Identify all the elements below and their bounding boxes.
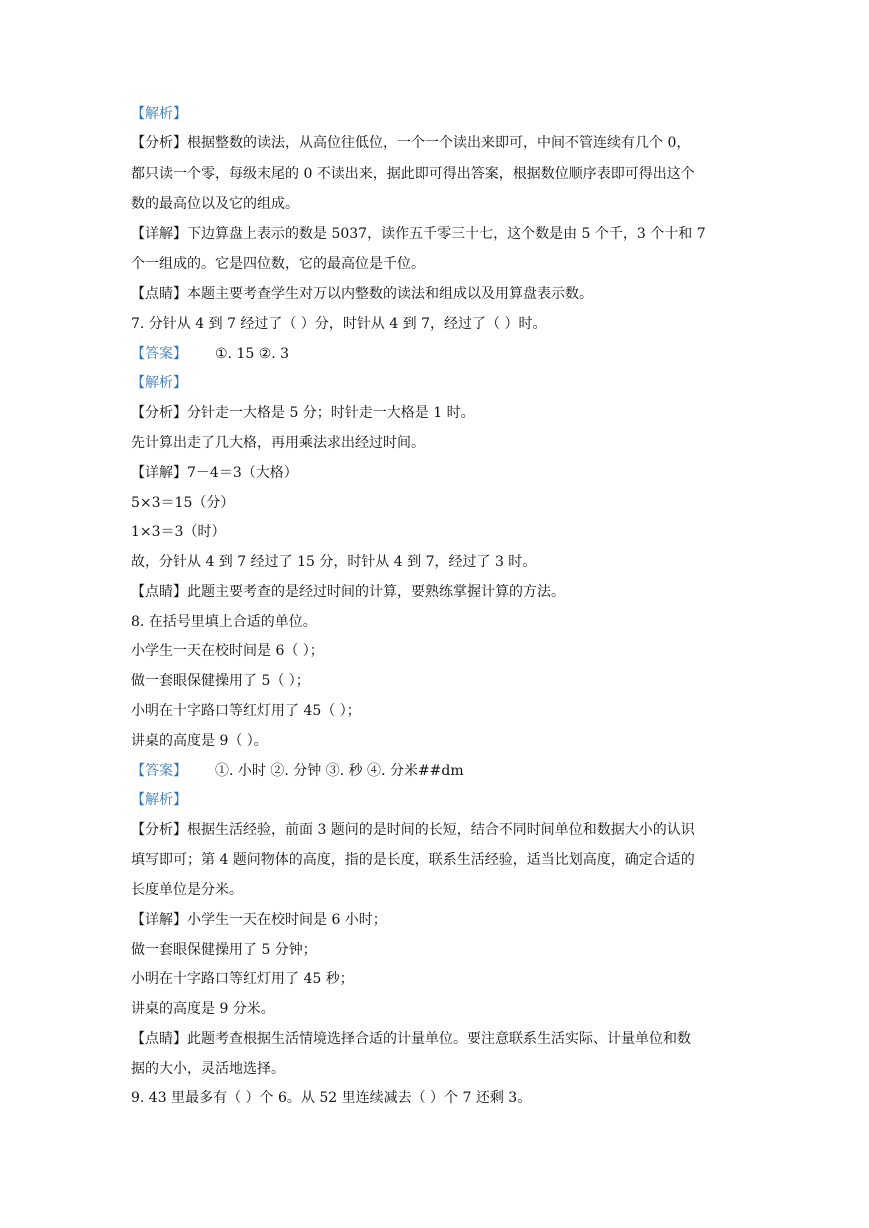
fenxi-text: 根据整数的读法，从高位往低位，一个一个读出来即可，中间不管连续有几个 0， xyxy=(187,135,691,151)
answer-text: ①. 15 ②. 3 xyxy=(215,346,290,362)
xiangjie-paragraph xyxy=(131,910,387,930)
fenxi-text: 数的最高位以及它的组成。 xyxy=(131,196,299,212)
fenxi-tag: 【分析】 xyxy=(131,822,187,838)
xiangjie-text: 7－4＝3（大格） xyxy=(187,465,298,481)
dianjing-paragraph xyxy=(131,582,565,602)
dianjing-tag: 【点睛】 xyxy=(131,1031,187,1047)
answer-text: ①. 小时 ②. 分钟 ③. 秒 ④. 分米##dm xyxy=(215,763,464,779)
xiangjie-text: 1×3＝3（时） xyxy=(131,524,226,540)
xiangjie-tag: 【详解】 xyxy=(131,465,187,481)
fenxi-paragraph xyxy=(131,133,690,153)
answer-tag: 【答案】 xyxy=(131,346,187,362)
dianjing-tag: 【点睛】 xyxy=(131,286,187,302)
answer-paragraph xyxy=(131,344,289,364)
question-8-item: 讲桌的高度是 9（ ）。 xyxy=(131,733,268,749)
dianjing-paragraph xyxy=(131,284,593,304)
fenxi-paragraph xyxy=(131,403,475,423)
xiangjie-text: 个一组成的。它是四位数，它的最高位是千位。 xyxy=(131,256,425,272)
fenxi-text: 分针走一大格是 5 分；时针走一大格是 1 时。 xyxy=(187,405,475,421)
question-8-item: 做一套眼保健操用了 5（ ）； xyxy=(131,673,310,689)
question-8: 8. 在括号里填上合适的单位。 xyxy=(131,614,317,630)
xiangjie-paragraph xyxy=(131,224,706,244)
jiexi-label: 【解析】 xyxy=(131,375,187,391)
xiangjie-text: 故，分针从 4 到 7 经过了 15 分，时针从 4 到 7，经过了 3 时。 xyxy=(131,554,537,570)
dianjing-text: 此题考查根据生活情境选择合适的计量单位。要注意联系生活实际、计量单位和数 xyxy=(187,1031,691,1047)
xiangjie-paragraph xyxy=(131,463,298,483)
answer-tag: 【答案】 xyxy=(131,763,187,779)
xiangjie-text: 小学生一天在校时间是 6 小时； xyxy=(187,912,387,928)
dianjing-paragraph xyxy=(131,1029,691,1049)
xiangjie-text: 讲桌的高度是 9 分米。 xyxy=(131,1001,275,1017)
dianjing-text: 此题主要考查的是经过时间的计算，要熟练掌握计算的方法。 xyxy=(187,584,565,600)
dianjing-text: 据的大小，灵活地选择。 xyxy=(131,1061,285,1077)
answer-paragraph xyxy=(131,761,464,781)
fenxi-text: 根据生活经验，前面 3 题问的是时间的长短，结合不同时间单位和数据大小的认识 xyxy=(187,822,695,838)
question-7: 7. 分针从 4 到 7 经过了（ ）分，时针从 4 到 7，经过了（ ）时。 xyxy=(131,316,547,332)
fenxi-tag: 【分析】 xyxy=(131,405,187,421)
xiangjie-text: 下边算盘上表示的数是 5037，读作五千零三十七，这个数是由 5 个千，3 个十和 7 xyxy=(187,226,706,242)
xiangjie-text: 做一套眼保健操用了 5 分钟； xyxy=(131,942,317,958)
question-9: 9. 43 里最多有（ ）个 6。从 52 里连续减去（ ）个 7 还剩 3。 xyxy=(131,1090,532,1106)
xiangjie-tag: 【详解】 xyxy=(131,226,187,242)
fenxi-tag: 【分析】 xyxy=(131,135,187,151)
dianjing-text: 本题主要考查学生对万以内整数的读法和组成以及用算盘表示数。 xyxy=(187,286,593,302)
jiexi-label: 【解析】 xyxy=(131,106,187,122)
question-8-item: 小明在十字路口等红灯用了 45（ ）； xyxy=(131,703,361,719)
xiangjie-text: 5×3＝15（分） xyxy=(131,495,235,511)
fenxi-text: 先计算出走了几大格，再用乘法求出经过时间。 xyxy=(131,435,425,451)
xiangjie-tag: 【详解】 xyxy=(131,912,187,928)
xiangjie-text: 小明在十字路口等红灯用了 45 秒； xyxy=(131,971,354,987)
question-8-item: 小学生一天在校时间是 6（ ）； xyxy=(131,643,324,659)
fenxi-text: 长度单位是分米。 xyxy=(131,882,243,898)
jiexi-label: 【解析】 xyxy=(131,792,187,808)
fenxi-paragraph xyxy=(131,820,695,840)
fenxi-text: 都只读一个零，每级末尾的 0 不读出来，据此即可得出答案，根据数位顺序表即可得出这个 xyxy=(131,166,695,182)
fenxi-text: 填写即可；第 4 题问物体的高度，指的是长度，联系生活经验，适当比划高度，确定合适的 xyxy=(131,852,695,868)
dianjing-tag: 【点睛】 xyxy=(131,584,187,600)
